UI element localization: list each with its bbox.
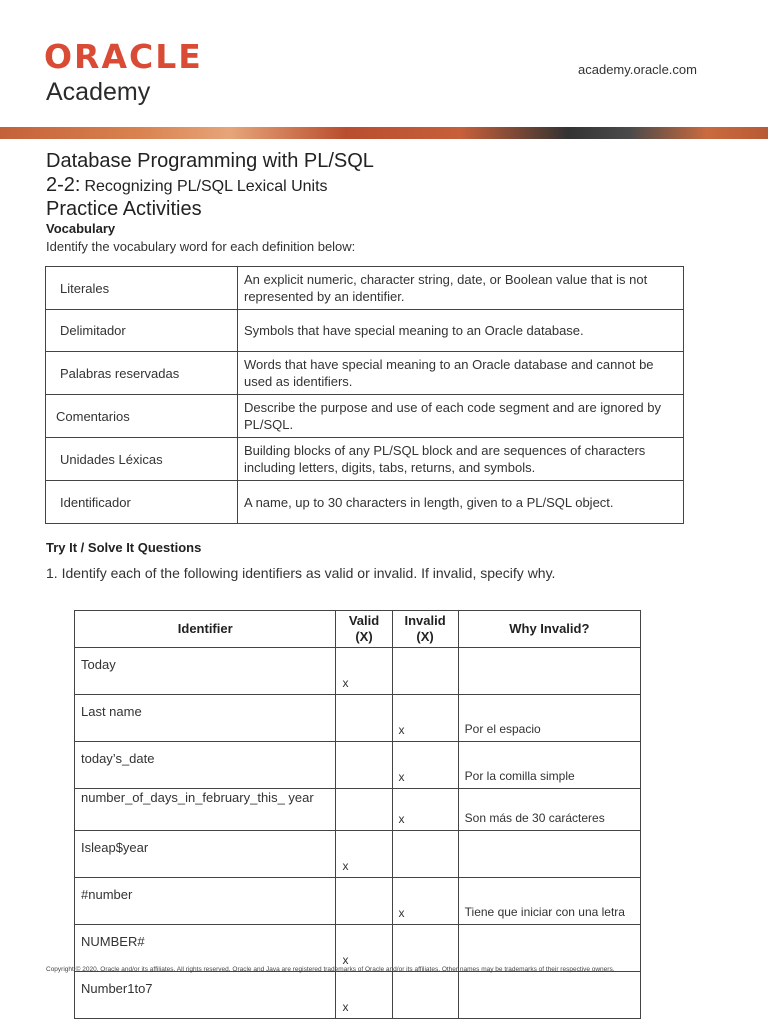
identifier-cell: number_of_days_in_february_this_ year xyxy=(75,789,336,831)
why-cell[interactable]: Tiene que iniciar con una letra xyxy=(458,878,640,925)
header-why: Why Invalid? xyxy=(458,611,640,648)
vocab-row xyxy=(46,438,684,481)
table-header-row xyxy=(75,611,641,648)
identifiers-table xyxy=(74,610,641,1019)
valid-cell[interactable] xyxy=(336,695,392,742)
why-cell[interactable] xyxy=(458,972,640,1019)
vocab-definition: Words that have special meaning to an Oracle database and cannot be used as identifiers. xyxy=(238,352,684,395)
invalid-cell[interactable]: x xyxy=(392,789,458,831)
site-url[interactable]: academy.oracle.com xyxy=(578,62,697,77)
vocabulary-heading: Vocabulary xyxy=(46,221,116,236)
vocab-row xyxy=(46,310,684,352)
section-title: Practice Activities xyxy=(46,198,202,220)
why-cell[interactable] xyxy=(458,648,640,695)
valid-cell[interactable] xyxy=(336,789,392,831)
course-title: Database Programming with PL/SQL xyxy=(46,150,374,172)
lesson-name: Recognizing PL/SQL Lexical Units xyxy=(84,178,328,195)
try-it-heading: Try It / Solve It Questions xyxy=(46,540,202,555)
table-row xyxy=(75,648,641,695)
valid-cell[interactable] xyxy=(336,742,392,789)
academy-label: Academy xyxy=(46,78,151,106)
decorative-banner xyxy=(0,127,768,139)
why-cell[interactable]: Por la comilla simple xyxy=(458,742,640,789)
question-1: 1. Identify each of the following identifiers as valid or invalid. If invalid, specify why. xyxy=(46,565,556,581)
vocab-term[interactable]: Unidades Léxicas xyxy=(46,438,238,481)
vocab-row xyxy=(46,395,684,438)
vocab-term[interactable]: Palabras reservadas xyxy=(46,352,238,395)
vocab-row xyxy=(46,267,684,310)
vocab-definition: Describe the purpose and use of each code segment and are ignored by PL/SQL. xyxy=(238,395,684,438)
table-row xyxy=(75,972,641,1019)
vocab-term[interactable]: Literales xyxy=(46,267,238,310)
header-valid: Valid (X) xyxy=(336,611,392,648)
identifier-cell: Last name xyxy=(75,695,336,742)
vocab-definition: Building blocks of any PL/SQL block and are sequences of characters including letters, digits, tabs, returns, and symbols. xyxy=(238,438,684,481)
table-row xyxy=(75,789,641,831)
vocab-term[interactable]: Delimitador xyxy=(46,310,238,352)
vocab-row xyxy=(46,352,684,395)
identifier-cell: today’s_date xyxy=(75,742,336,789)
valid-cell[interactable]: x xyxy=(336,648,392,695)
vocab-definition: A name, up to 30 characters in length, given to a PL/SQL object. xyxy=(238,481,684,524)
table-row xyxy=(75,742,641,789)
table-row xyxy=(75,695,641,742)
vocabulary-intro: Identify the vocabulary word for each definition below: xyxy=(46,239,356,254)
table-row xyxy=(75,831,641,878)
invalid-cell[interactable]: x xyxy=(392,695,458,742)
valid-cell[interactable]: x xyxy=(336,925,392,972)
valid-cell[interactable]: x xyxy=(336,831,392,878)
header-identifier: Identifier xyxy=(75,611,336,648)
lesson-title xyxy=(46,174,328,197)
why-cell[interactable]: Son más de 30 carácteres xyxy=(458,789,640,831)
invalid-cell[interactable]: x xyxy=(392,878,458,925)
identifier-cell: NUMBER# xyxy=(75,925,336,972)
oracle-logo: ORACLE xyxy=(44,37,203,76)
valid-cell[interactable]: x xyxy=(336,972,392,1019)
vocabulary-table xyxy=(45,266,684,524)
why-cell[interactable]: Por el espacio xyxy=(458,695,640,742)
vocab-definition: Symbols that have special meaning to an Oracle database. xyxy=(238,310,684,352)
invalid-cell[interactable] xyxy=(392,972,458,1019)
vocab-row xyxy=(46,481,684,524)
why-cell[interactable] xyxy=(458,831,640,878)
identifier-cell: Today xyxy=(75,648,336,695)
lesson-number: 2-2: xyxy=(46,174,81,196)
copyright-footer: Copyright © 2020, Oracle and/or its affiliates. All rights reserved. Oracle and Java are registered trademarks of Oracle and/or its affiliates. Other names may be trademarks of their respective owners. xyxy=(46,966,615,973)
invalid-cell[interactable]: x xyxy=(392,742,458,789)
why-cell[interactable] xyxy=(458,925,640,972)
vocab-definition: An explicit numeric, character string, date, or Boolean value that is not represented by an identifier. xyxy=(238,267,684,310)
header-invalid: Invalid (X) xyxy=(392,611,458,648)
identifier-cell: #number xyxy=(75,878,336,925)
vocab-term[interactable]: Identificador xyxy=(46,481,238,524)
invalid-cell[interactable] xyxy=(392,831,458,878)
identifier-cell: Number1to7 xyxy=(75,972,336,1019)
table-row xyxy=(75,878,641,925)
invalid-cell[interactable] xyxy=(392,925,458,972)
identifier-cell: Isleap$year xyxy=(75,831,336,878)
vocab-term[interactable]: Comentarios xyxy=(46,395,238,438)
valid-cell[interactable] xyxy=(336,878,392,925)
invalid-cell[interactable] xyxy=(392,648,458,695)
table-row xyxy=(75,925,641,972)
